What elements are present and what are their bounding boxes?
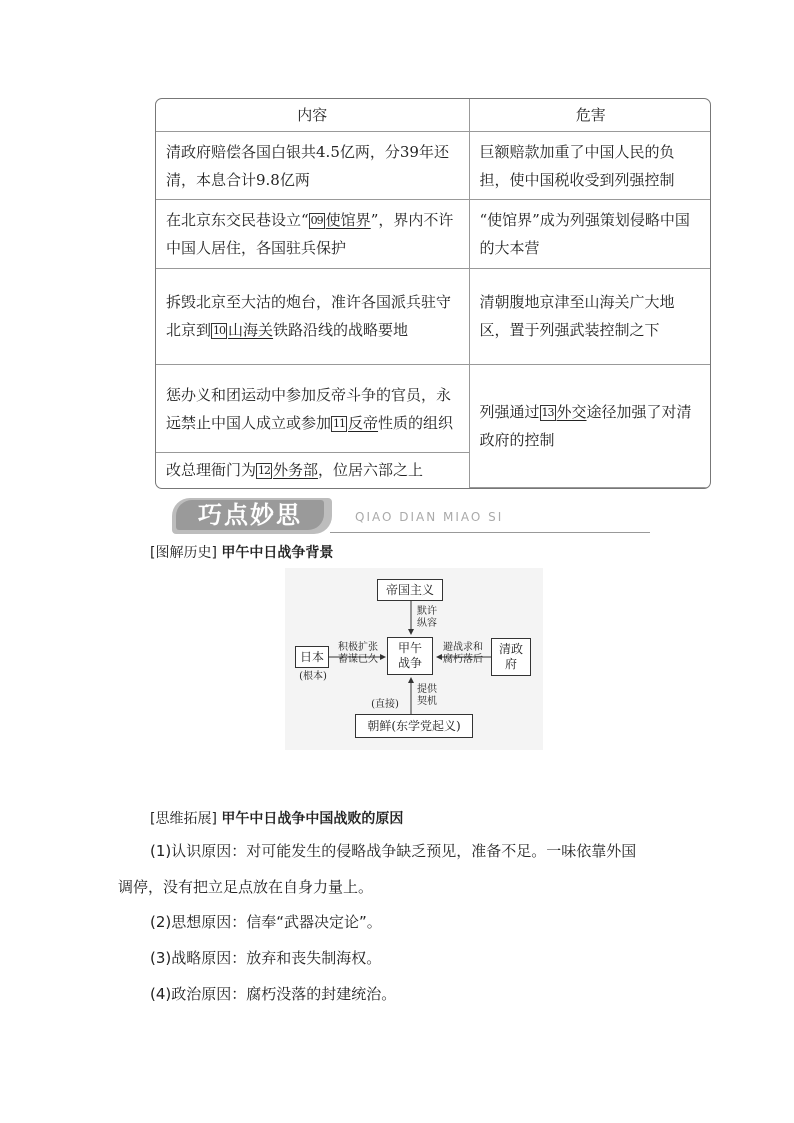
note-root-cause: (根本): [299, 671, 327, 682]
section-heading-illustrated-history: [150, 542, 333, 562]
node-sino-japanese-war: 甲午战争: [387, 637, 433, 675]
table-row: [156, 268, 711, 364]
section-label: [图解历史]: [150, 545, 217, 561]
table-cell-content: 改总理衙门为 12 外务部，位居六部之上: [156, 453, 469, 488]
table-cell-content: 惩办义和团运动中参加反帝斗争的官员，永远禁止中国人成立或参加 11 反帝性质的组织: [156, 364, 469, 452]
banner-pinyin: QIAO DIAN MIAO SI: [355, 510, 504, 524]
blank-number: 11: [333, 416, 346, 430]
node-qing-government: 清政府: [491, 638, 531, 676]
banner-title: 巧点妙思: [176, 500, 324, 530]
blank-number: 12: [258, 464, 271, 478]
table-cell-content: 清政府赔偿各国白银共4.5亿两，分39年还清，本息合计9.8亿两: [156, 132, 469, 200]
table-row: [156, 132, 711, 200]
section-title: 甲午中日战争背景: [221, 545, 334, 561]
table-cell-harm: 列强通过 13 外交途径加强了对清政府的控制: [469, 364, 711, 487]
node-japan: 日本: [295, 646, 329, 668]
blank-answer: 外交: [556, 402, 587, 421]
section-heading-thinking-expansion: [150, 808, 403, 828]
reason-1-line-1: (1)认识原因：对可能发生的侵略战争缺乏预见，准备不足。一味依靠外国: [150, 842, 637, 860]
edge-label-appeasement: 避战求和腐朽落后: [443, 642, 483, 665]
table-header-row: [156, 99, 711, 132]
reason-1-line-2: 调停，没有把立足点放在自身力量上。: [118, 878, 374, 896]
blank-answer: 外务部: [273, 461, 319, 480]
treaty-table: [155, 98, 711, 489]
table-header-content: 内容: [156, 99, 469, 132]
section-banner: [160, 496, 650, 536]
table-cell-harm: “使馆界”成为列强策划侵略中国的大本营: [469, 200, 711, 268]
reason-4: (4)政治原因：腐朽没落的封建统治。: [150, 985, 397, 1003]
reason-3: (3)战略原因：放弃和丧失制海权。: [150, 949, 382, 967]
section-label: [思维拓展]: [150, 811, 217, 827]
table-header-harm: 危害: [469, 99, 711, 132]
table-cell-content: 在北京东交民巷设立“ 09 使馆界”，界内不许中国人居住，各国驻兵保护: [156, 200, 469, 268]
edge-label-tolerance: 默许纵容: [417, 606, 437, 629]
note-direct-cause: (直接): [371, 699, 399, 710]
table-cell-content: 拆毁北京至大沽的炮台，准许各国派兵驻守北京到 10 山海关铁路沿线的战略要地: [156, 268, 469, 364]
table-row: [156, 200, 711, 268]
war-background-diagram: [285, 568, 543, 750]
blank-number: 10: [213, 324, 226, 338]
node-korea: 朝鲜(东学党起义): [355, 714, 473, 738]
banner-divider: [330, 532, 650, 533]
edge-label-expansion: 积极扩张蓄谋已久: [338, 642, 378, 665]
edge-label-opportunity: 提供契机: [417, 684, 437, 707]
reason-2: (2)思想原因：信奉“武器决定论”。: [150, 913, 382, 931]
table-cell-harm: 巨额赔款加重了中国人民的负担，使中国税收受到列强控制: [469, 132, 711, 200]
node-imperialism: 帝国主义: [377, 579, 443, 601]
blank-number: 09: [310, 214, 323, 227]
table-row: [156, 364, 711, 452]
table-cell-harm: 清朝腹地京津至山海关广大地区，置于列强武装控制之下: [469, 268, 711, 364]
section-title: 甲午中日战争中国战败的原因: [221, 811, 404, 827]
blank-answer: 使馆界: [325, 211, 371, 229]
banner-tag: [172, 498, 332, 534]
blank-answer: 山海关: [228, 321, 274, 340]
blank-answer: 反帝: [348, 413, 379, 432]
blank-number: 13: [541, 405, 554, 419]
